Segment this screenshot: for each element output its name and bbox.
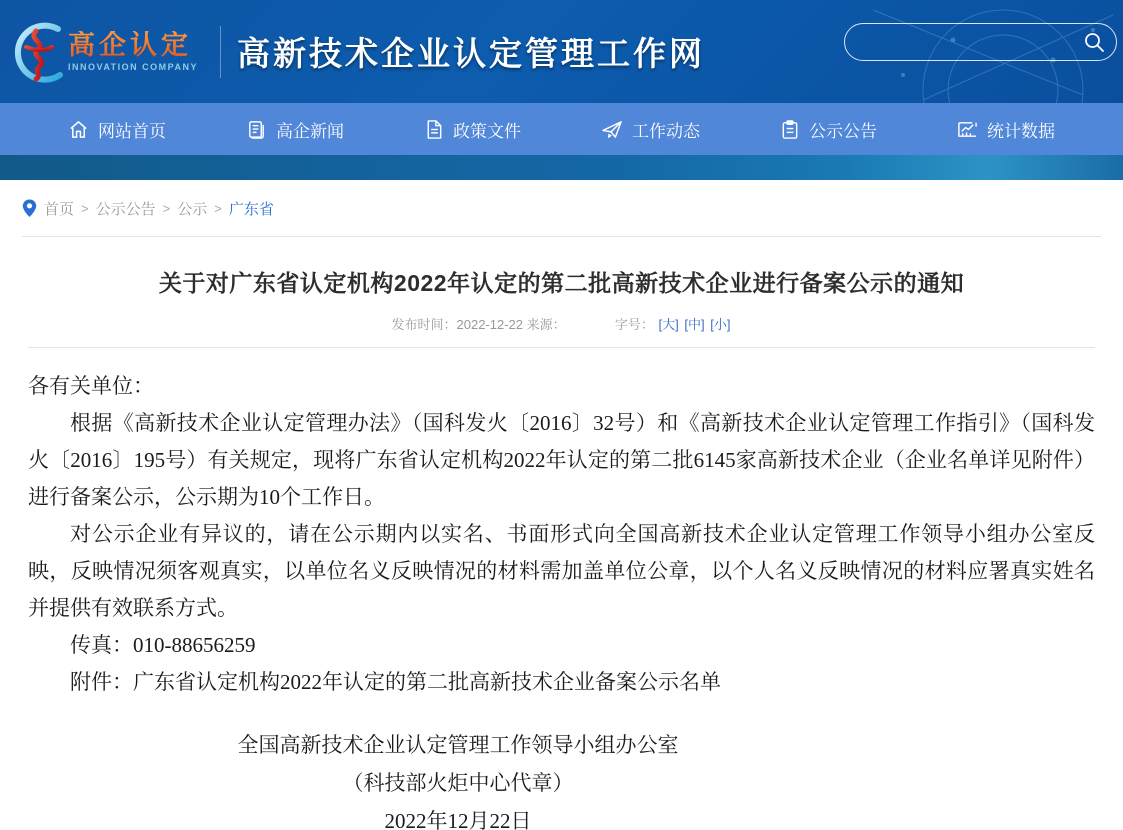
search-button[interactable] xyxy=(1076,24,1112,60)
fontsize-large-button[interactable]: [大] xyxy=(658,317,679,332)
breadcrumb xyxy=(0,180,1123,236)
article xyxy=(0,265,1123,830)
breadcrumb-item-announcements[interactable]: 公示公告 xyxy=(95,200,156,218)
nav-item-announcements[interactable] xyxy=(766,103,891,155)
fontsize-small-button[interactable]: [小] xyxy=(710,317,731,332)
nav-item-statistics[interactable] xyxy=(943,103,1069,155)
nav-item-home[interactable] xyxy=(54,103,180,155)
nav-item-label: 政策文件 xyxy=(453,121,521,141)
fontsize-medium-button[interactable]: [中] xyxy=(684,317,705,332)
logo-title: 高企认定 xyxy=(68,31,198,61)
breadcrumb-separator: > xyxy=(214,200,222,216)
breadcrumb-item-home[interactable]: 首页 xyxy=(44,200,75,218)
signature-block xyxy=(28,726,888,830)
breadcrumb-separator: > xyxy=(162,200,171,216)
nav-item-updates[interactable] xyxy=(587,103,714,155)
location-pin-icon xyxy=(22,199,37,218)
signature-agent: （科技部火炬中心代章） xyxy=(342,771,574,795)
site-title: 高新技术企业认定管理工作网 xyxy=(237,35,705,72)
breadcrumb-item-guangdong[interactable]: 广东省 xyxy=(228,200,274,218)
paper-plane-icon xyxy=(601,119,623,140)
nav-item-news[interactable] xyxy=(232,103,358,155)
fax-line: 传真：010-88656259 xyxy=(70,633,256,657)
home-icon xyxy=(68,119,89,140)
search-icon xyxy=(1083,31,1105,53)
search-input[interactable] xyxy=(845,24,1076,60)
fontsize-label: 字号： xyxy=(614,317,654,332)
nav-item-label: 网站首页 xyxy=(98,121,166,141)
title-divider xyxy=(28,347,1095,348)
banner-strip xyxy=(0,155,1123,180)
main-nav xyxy=(0,103,1123,155)
news-icon xyxy=(246,119,267,140)
signature-date: 2022年12月22日 xyxy=(384,809,532,830)
chart-icon xyxy=(957,119,978,140)
nav-item-label: 公示公告 xyxy=(809,121,877,141)
breadcrumb-item-publicity[interactable]: 公示 xyxy=(177,200,208,218)
search-box xyxy=(844,23,1117,61)
attachment-line: 附件：广东省认定机构2022年认定的第二批高新技术企业备案公示名单 xyxy=(70,670,721,694)
nav-item-label: 高企新闻 xyxy=(276,121,344,141)
nav-item-label: 工作动态 xyxy=(632,121,700,141)
breadcrumb-divider xyxy=(22,236,1101,237)
signature-org: 全国高新技术企业认定管理工作领导小组办公室 xyxy=(237,733,679,757)
breadcrumb-separator: > xyxy=(81,200,89,216)
paragraph: 根据《高新技术企业认定管理办法》（国科发火〔2016〕32号）和《高新技术企业认定管理工作指引》（国科发火〔2016〕195号）有关规定，现将广东省认定机构2022年认定的第二批6145家高新技术企业（企业名单详见附件）进行备案公示，公示期为10个工作日。 xyxy=(28,411,1095,509)
paragraph: 对公示企业有异议的，请在公示期内以实名、书面形式向全国高新技术企业认定管理工作领导小组办公室反映，反映情况须客观真实，以单位名义反映情况的材料需加盖单位公章，以个人名义反映情况的材料应署真实姓名并提供有效联系方式。 xyxy=(28,522,1095,620)
clipboard-icon xyxy=(780,119,800,140)
site-header xyxy=(0,0,1123,103)
publish-date: 2022-12-22 xyxy=(456,317,524,332)
salutation: 各有关单位： xyxy=(28,374,154,398)
header-divider xyxy=(220,26,221,78)
nav-item-policy[interactable] xyxy=(410,103,535,155)
publish-time-label: 发布时间： xyxy=(391,317,457,332)
source-label: 来源： xyxy=(526,317,566,332)
article-body xyxy=(28,368,1095,830)
article-meta xyxy=(28,314,1095,333)
site-logo[interactable] xyxy=(6,17,198,87)
swirl-logo-icon xyxy=(6,17,66,87)
document-icon xyxy=(424,119,444,140)
logo-subtitle: INNOVATION COMPANY xyxy=(68,62,198,73)
article-title: 关于对广东省认定机构2022年认定的第二批高新技术企业进行备案公示的通知 xyxy=(158,270,965,296)
nav-item-label: 统计数据 xyxy=(987,121,1055,141)
